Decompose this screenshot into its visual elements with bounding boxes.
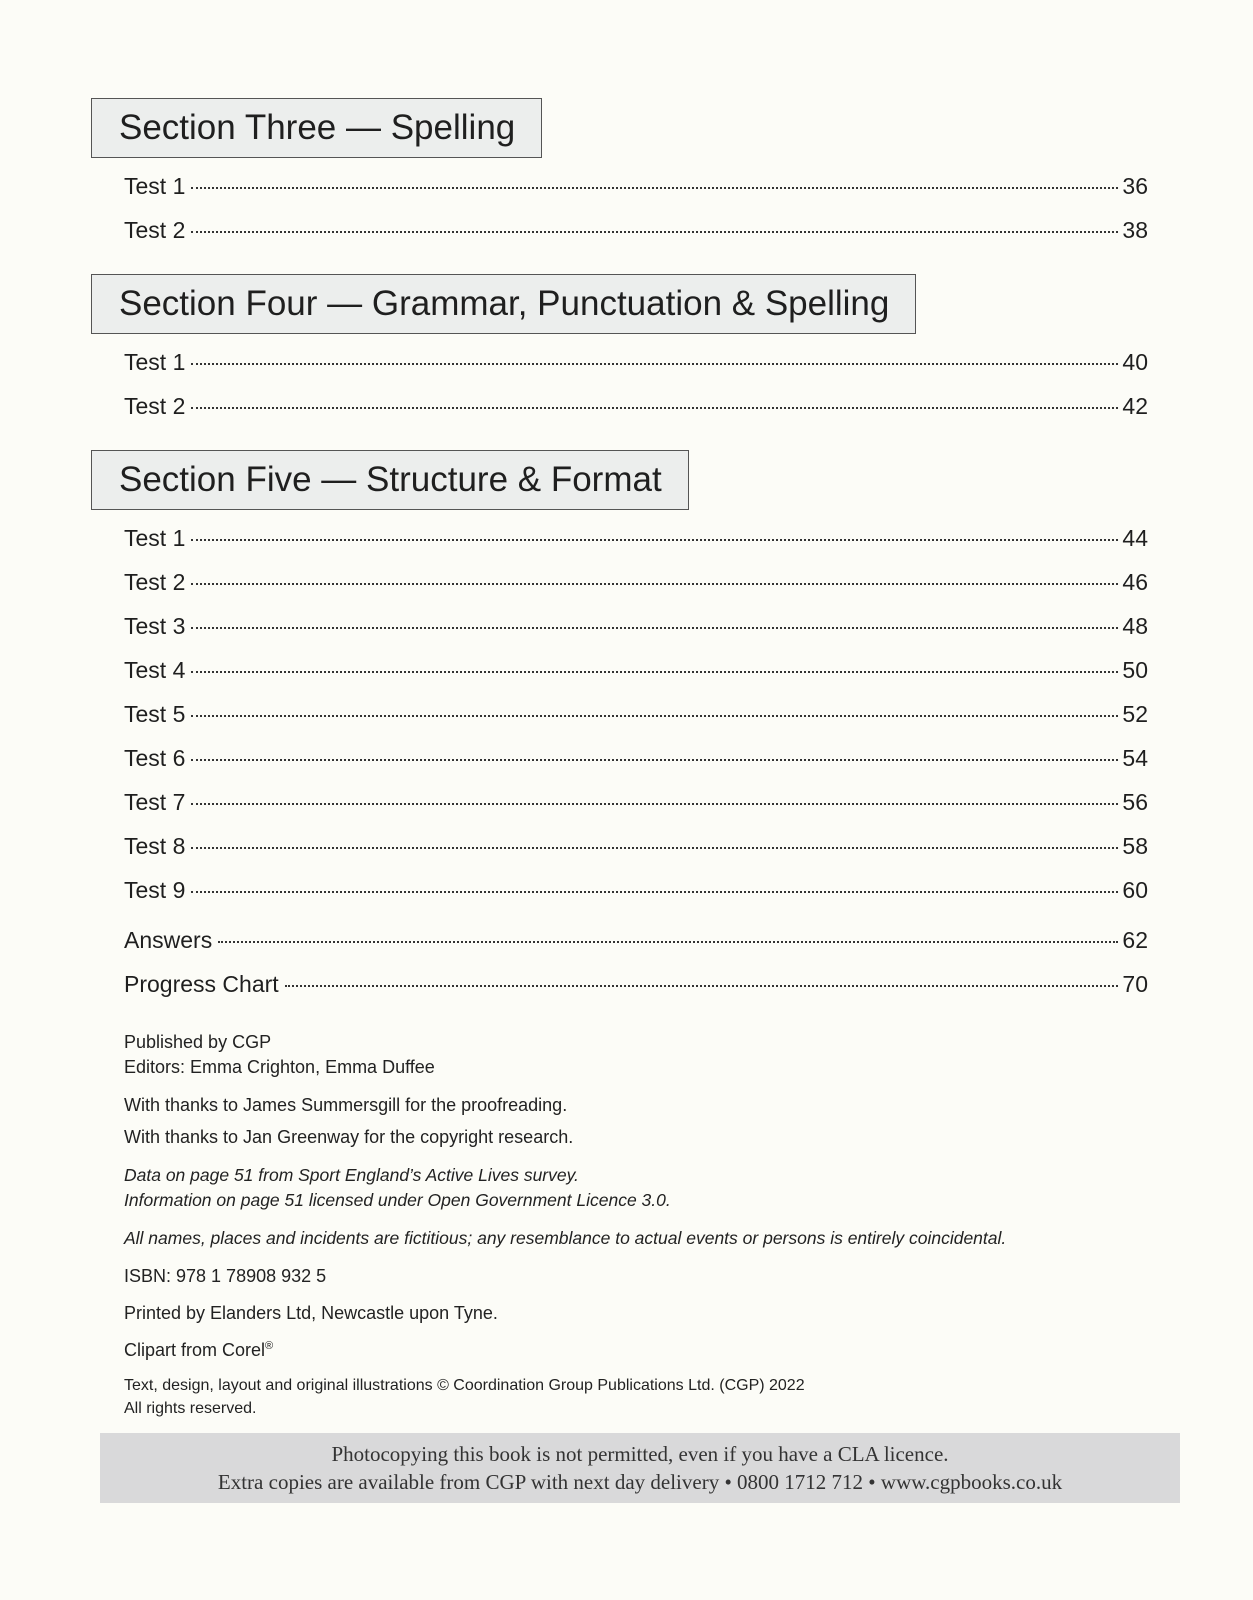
dot-leader [191,671,1118,673]
toc-entry-label: Answers [124,927,213,953]
dot-leader [191,583,1118,585]
toc-entry-progress-chart[interactable] [124,969,1148,999]
toc-entry-label: Test 3 [124,613,186,639]
toc-entry-page: 42 [1122,393,1148,419]
toc-entry-page: 36 [1122,173,1148,199]
toc-entry-page: 52 [1122,701,1148,727]
toc-entry-label: Progress Chart [124,971,279,997]
section-five-header: Section Five — Structure & Format [91,450,689,510]
toc-entry-page: 54 [1122,745,1148,771]
toc-entry[interactable] [124,567,1148,597]
toc-entry[interactable] [124,699,1148,729]
dot-leader [191,847,1118,849]
registered-mark: ® [265,1340,274,1352]
toc-entry-label: Test 6 [124,745,186,771]
toc-entry-label: Test 1 [124,349,186,375]
toc-entry-label: Test 5 [124,701,186,727]
section-three-header: Section Three — Spelling [91,98,542,158]
thanks-proofreading: With thanks to James Summersgill for the proofreading. [124,1095,568,1115]
toc-entry-answers[interactable] [124,925,1148,955]
toc-entry-page: 62 [1122,927,1148,953]
section-four-header: Section Four — Grammar, Punctuation & Spelling [91,274,916,334]
toc-entry[interactable] [124,787,1148,817]
published-by: Published by CGP [124,1032,272,1052]
copyright-line: Text, design, layout and original illustrations © Coordination Group Publications Ltd. (CGP) 2022 [124,1377,805,1394]
toc-entry[interactable] [124,171,1148,201]
toc-entry-page: 40 [1122,349,1148,375]
toc-entry-page: 70 [1122,971,1148,997]
dot-leader [191,803,1118,805]
data-source-note: Data on page 51 from Sport England’s Active Lives survey. [124,1165,579,1185]
toc-entry-label: Test 2 [124,217,186,243]
toc-entry[interactable] [124,215,1148,245]
notice-line-2: Extra copies are available from CGP with next day delivery • 0800 1712 712 • www.cgpbooks.co.uk [217,1470,1063,1494]
toc-entry[interactable] [124,655,1148,685]
editors: Editors: Emma Crighton, Emma Duffee [124,1057,435,1077]
dot-leader [191,231,1118,233]
dot-leader [191,715,1118,717]
clipart-text: Clipart from Corel [124,1340,266,1360]
toc-entry[interactable] [124,523,1148,553]
dot-leader [191,891,1118,893]
isbn: ISBN: 978 1 78908 932 5 [124,1266,327,1286]
dot-leader [191,759,1118,761]
dot-leader [285,985,1119,987]
toc-entry-label: Test 7 [124,789,186,815]
licence-note: Information on page 51 licensed under Open Government Licence 3.0. [124,1190,671,1210]
toc-entry-page: 60 [1122,877,1148,903]
toc-entry-page: 38 [1122,217,1148,243]
clipart-credit [124,1334,273,1363]
dot-leader [191,627,1118,629]
toc-entry-label: Test 2 [124,569,186,595]
dot-leader [218,941,1118,943]
toc-entry-page: 44 [1122,525,1148,551]
toc-entry-label: Test 8 [124,833,186,859]
toc-entry-page: 48 [1122,613,1148,639]
dot-leader [191,539,1118,541]
toc-entry-label: Test 2 [124,393,186,419]
dot-leader [191,363,1118,365]
printed-by: Printed by Elanders Ltd, Newcastle upon Tyne. [124,1303,498,1323]
toc-entry[interactable] [124,391,1148,421]
photocopy-notice-banner [100,1433,1180,1503]
fictitious-disclaimer: All names, places and incidents are fictitious; any resemblance to actual events or persons is entirely coincidental. [124,1228,1007,1248]
toc-entry-label: Test 1 [124,525,186,551]
toc-entry[interactable] [124,347,1148,377]
dot-leader [191,187,1118,189]
thanks-copyright: With thanks to Jan Greenway for the copyright research. [124,1127,574,1147]
toc-entry-page: 58 [1122,833,1148,859]
rights-reserved: All rights reserved. [124,1400,257,1417]
toc-entry[interactable] [124,611,1148,641]
notice-line-1: Photocopying this book is not permitted, even if you have a CLA licence. [331,1442,949,1466]
dot-leader [191,407,1118,409]
toc-entry-label: Test 4 [124,657,186,683]
toc-entry[interactable] [124,831,1148,861]
toc-entry[interactable] [124,743,1148,773]
toc-entry-page: 46 [1122,569,1148,595]
toc-entry-label: Test 1 [124,173,186,199]
toc-entry[interactable] [124,875,1148,905]
toc-entry-page: 50 [1122,657,1148,683]
toc-entry-page: 56 [1122,789,1148,815]
toc-entry-label: Test 9 [124,877,186,903]
